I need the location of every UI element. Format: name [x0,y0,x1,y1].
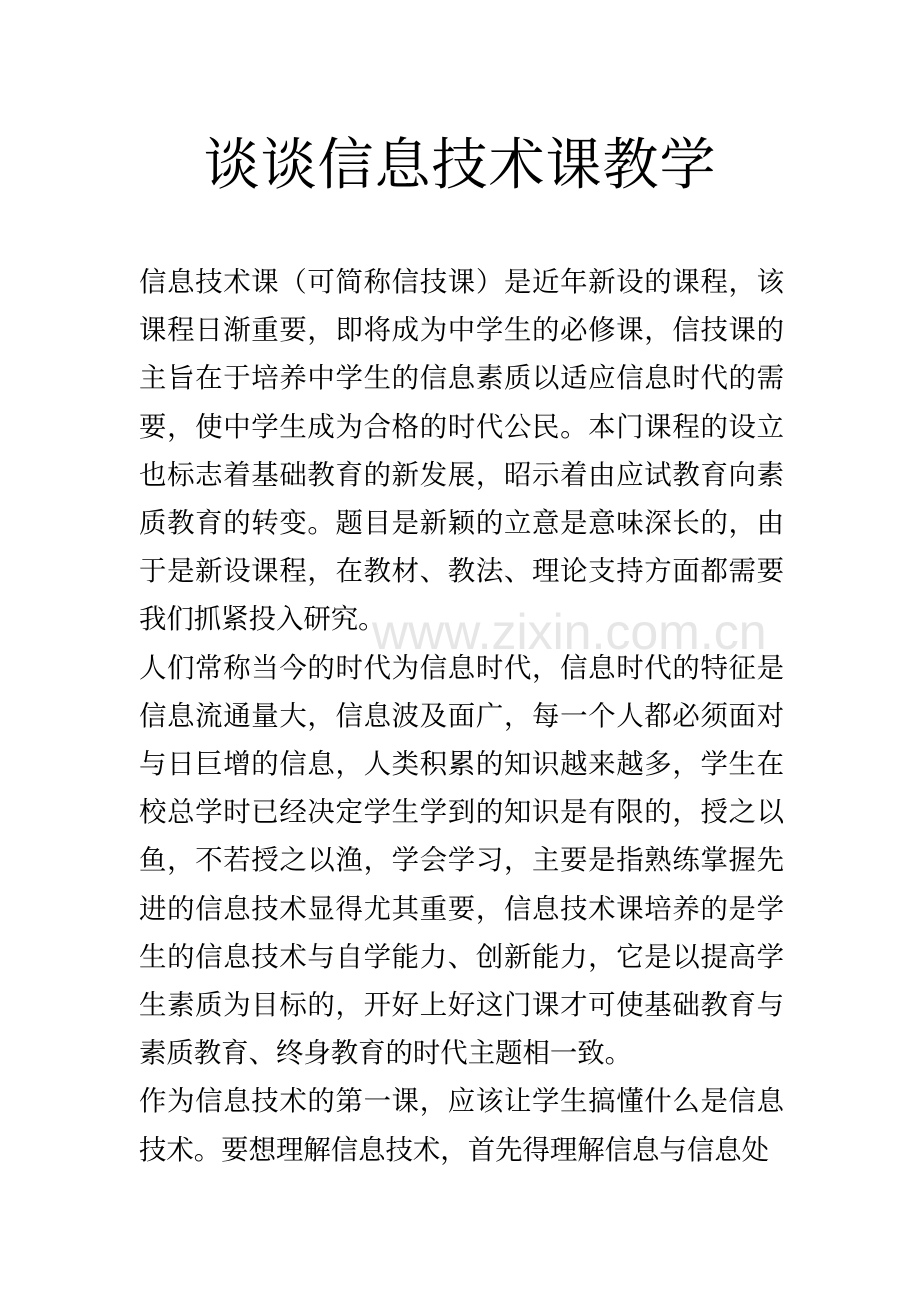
document-body [139,259,784,1175]
paragraph-3: 作为信息技术的第一课，应该让学生搞懂什么是信息技术。要想理解信息技术，首先得理解信息与信息处 [139,1086,784,1166]
watermark-text: www.zixin.com.cn [372,604,767,660]
paragraph-2: 人们常称当今的时代为信息时代，信息时代的特征是信息流通量大，信息波及面广，每一个人都必须面对与日巨增的信息，人类积累的知识越来越多，学生在校总学时已经决定学生学到的知识是有限的，授之以鱼，不若授之以渔，学会学习，主要是指熟练掌握先进的信息技术显得尤其重要，信息技术课培养的是学生的信息技术与自学能力、创新能力，它是以提高学生素质为目标的，开好上好这门课才可使基础教育与素质教育、终身教育的时代主题相一致。 [139,652,784,1070]
paragraph-1: 信息技术课（可简称信技课）是近年新设的课程，该课程日渐重要，即将成为中学生的必修课，信技课的主旨在于培养中学生的信息素质以适应信息时代的需要，使中学生成为合格的时代公民。本门课程的设立也标志着基础教育的新发展，昭示着由应试教育向素质教育的转变。题目是新颖的立意是意味深长的，由于是新设课程，在教材、教法、理论支持方面都需要我们抓紧投入研究。 [139,267,784,636]
document-title: 谈谈信息技术课教学 [203,133,717,198]
